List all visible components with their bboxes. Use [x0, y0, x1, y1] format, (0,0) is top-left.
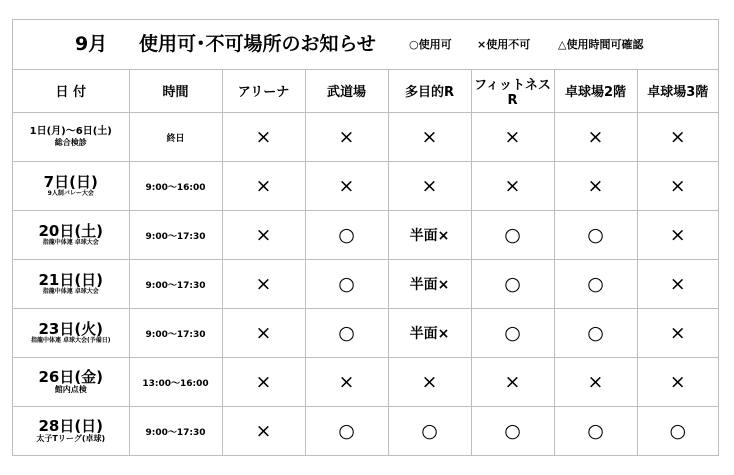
- status-cell: 半面×: [388, 260, 471, 309]
- header-arena: アリーナ: [222, 69, 305, 113]
- status-cell: ○: [471, 309, 554, 358]
- status-cell: ×: [222, 407, 305, 456]
- header-tabletennis-3f: 卓球場3階: [637, 69, 718, 113]
- event-label: 9人制バレー大会: [47, 190, 94, 197]
- date-cell: [13, 211, 129, 260]
- title-row: [13, 20, 718, 70]
- status-cell: ○: [554, 407, 637, 456]
- event-label: 指龍中体連 卓球大会: [42, 288, 99, 295]
- table-row: [13, 309, 718, 358]
- status-cell: ○: [305, 260, 388, 309]
- status-cell: ○: [471, 211, 554, 260]
- schedule-notice: [12, 19, 719, 456]
- status-cell: 半面×: [388, 309, 471, 358]
- date-label: 7日(日): [43, 173, 98, 191]
- status-cell: ×: [471, 358, 554, 407]
- date-label: 26日(金): [38, 368, 104, 386]
- status-cell: ○: [554, 211, 637, 260]
- date-cell: [13, 358, 129, 407]
- date-cell: [13, 260, 129, 309]
- status-cell: ×: [222, 260, 305, 309]
- status-cell: ×: [471, 162, 554, 211]
- status-cell: ×: [305, 162, 388, 211]
- status-cell: ×: [637, 260, 718, 309]
- header-fitness: フィットネスR: [471, 69, 554, 113]
- status-cell: ×: [222, 358, 305, 407]
- date-cell: [13, 162, 129, 211]
- table-row: [13, 211, 718, 260]
- legend-available: ○使用可: [409, 38, 452, 51]
- status-cell: ○: [637, 407, 718, 456]
- header-multipurpose: 多目的R: [388, 69, 471, 113]
- header-date: 日 付: [13, 69, 129, 113]
- status-cell: ×: [388, 358, 471, 407]
- time-cell: 9:00～17:30: [129, 407, 222, 456]
- status-cell: ×: [305, 358, 388, 407]
- time-cell: 9:00～17:30: [129, 211, 222, 260]
- header-row: [13, 69, 718, 113]
- status-cell: ○: [305, 407, 388, 456]
- time-cell: 13:00～16:00: [129, 358, 222, 407]
- status-cell: ×: [554, 162, 637, 211]
- status-cell: ○: [471, 407, 554, 456]
- availability-table: [13, 69, 718, 455]
- table-row: [13, 162, 718, 211]
- status-cell: ×: [637, 113, 718, 162]
- status-cell: ×: [637, 162, 718, 211]
- status-cell: ×: [388, 162, 471, 211]
- month-label: 9月: [75, 33, 108, 55]
- event-label: 指龍中体連 卓球大会: [42, 239, 99, 246]
- header-tabletennis-2f: 卓球場2階: [554, 69, 637, 113]
- legend-unavailable: ×使用不可: [477, 38, 531, 51]
- time-cell: 9:00～17:30: [129, 260, 222, 309]
- status-cell: ×: [637, 309, 718, 358]
- status-cell: ×: [388, 113, 471, 162]
- date-label: 20日(土): [38, 222, 104, 240]
- status-cell: ×: [471, 113, 554, 162]
- status-cell: ×: [554, 358, 637, 407]
- time-cell: 9:00～17:30: [129, 309, 222, 358]
- status-cell: ○: [305, 211, 388, 260]
- status-cell: ×: [554, 113, 637, 162]
- status-cell: ×: [637, 358, 718, 407]
- notice-title: 使用可･不可場所のお知らせ: [139, 33, 376, 55]
- header-budojo: 武道場: [305, 69, 388, 113]
- table-row: [13, 358, 718, 407]
- date-cell: [13, 113, 129, 162]
- table-row: [13, 260, 718, 309]
- time-cell: 終日: [129, 113, 222, 162]
- event-label: 総合検診: [54, 138, 87, 147]
- table-row: [13, 407, 718, 456]
- date-label: 28日(日): [38, 417, 104, 435]
- status-cell: ○: [554, 309, 637, 358]
- status-cell: ×: [222, 162, 305, 211]
- status-cell: ○: [388, 407, 471, 456]
- event-label: 指龍中体連 卓球大会(予備日): [30, 337, 111, 344]
- date-label: 21日(日): [38, 271, 104, 289]
- status-cell: ×: [305, 113, 388, 162]
- status-cell: ×: [222, 309, 305, 358]
- legend-check-time: △使用時間可確認: [558, 38, 644, 51]
- status-cell: ○: [554, 260, 637, 309]
- date-label: 1日(月)～6日(土): [29, 126, 112, 137]
- table-row: [13, 113, 718, 162]
- status-cell: ×: [222, 211, 305, 260]
- status-cell: ○: [305, 309, 388, 358]
- status-cell: 半面×: [388, 211, 471, 260]
- status-cell: ×: [637, 211, 718, 260]
- event-label: 太子Tリーグ(卓球): [36, 434, 106, 443]
- header-time: 時間: [129, 69, 222, 113]
- status-cell: ×: [222, 113, 305, 162]
- date-cell: [13, 407, 129, 456]
- event-label: 館内点検: [54, 385, 87, 394]
- status-cell: ○: [471, 260, 554, 309]
- date-cell: [13, 309, 129, 358]
- time-cell: 9:00～16:00: [129, 162, 222, 211]
- date-label: 23日(火): [38, 320, 104, 338]
